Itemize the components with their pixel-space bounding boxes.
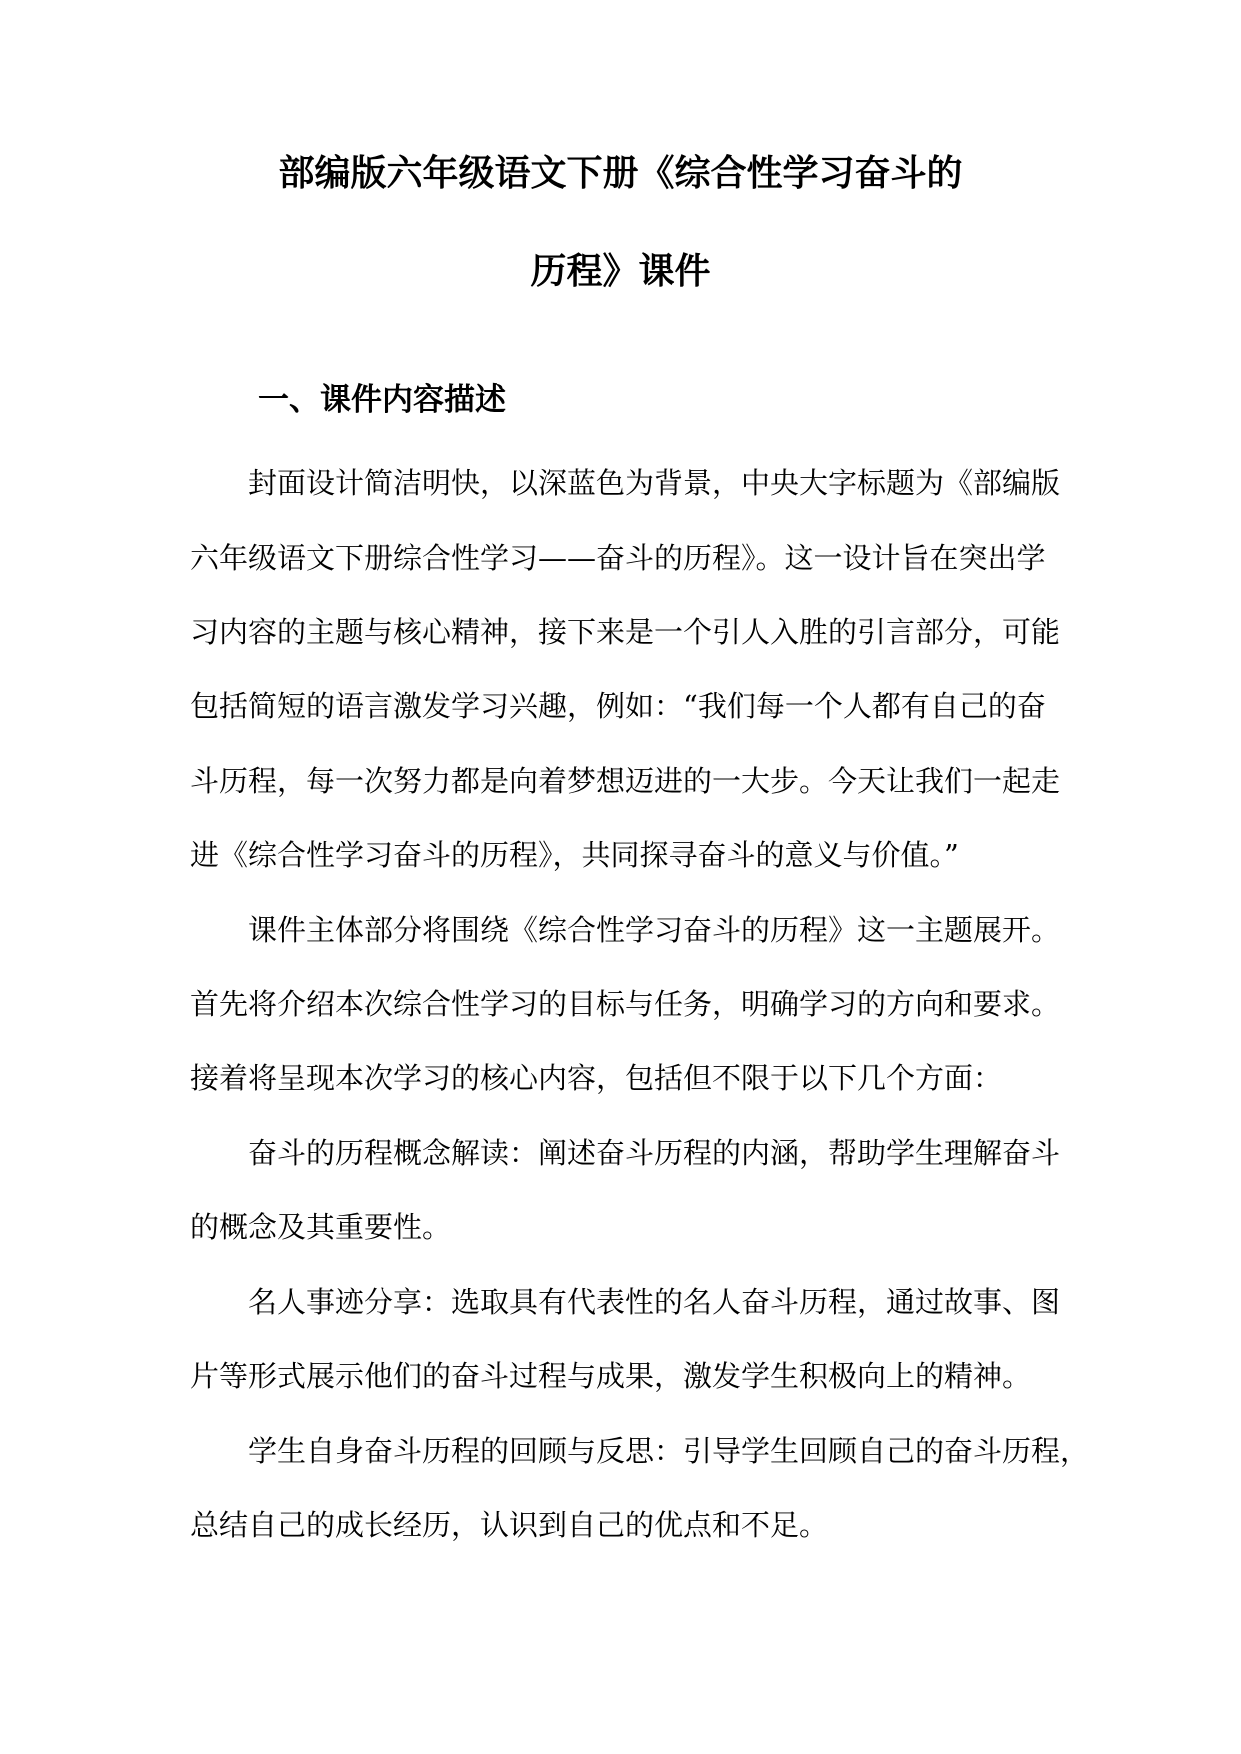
paragraph-line: 片等形式展示他们的奋斗过程与成果，激发学生积极向上的精神。: [190, 1359, 1032, 1393]
paragraph-line: 首先将介绍本次综合性学习的目标与任务，明确学习的方向和要求。: [190, 987, 1061, 1021]
section-heading: 一、课件内容描述: [258, 382, 506, 418]
paragraph-line: 的概念及其重要性。: [190, 1210, 452, 1244]
paragraph-line: 总结自己的成长经历，认识到自己的优点和不足。: [190, 1508, 829, 1542]
document-title-line-1: 部编版六年级语文下册《综合性学习奋斗的: [278, 153, 963, 194]
paragraph-line: 进《综合性学习奋斗的历程》，共同探寻奋斗的意义与价值。”: [190, 838, 959, 872]
paragraph-line: 封面设计简洁明快，以深蓝色为背景，中央大字标题为《部编版: [248, 466, 1061, 500]
paragraph-line: 名人事迹分享：选取具有代表性的名人奋斗历程，通过故事、图: [248, 1285, 1061, 1319]
document-title-line-2: 历程》课件: [530, 251, 711, 292]
paragraph-line: 接着将呈现本次学习的核心内容，包括但不限于以下几个方面：: [190, 1061, 1003, 1095]
paragraph-line: 斗历程，每一次努力都是向着梦想迈进的一大步。今天让我们一起走: [190, 764, 1061, 798]
paragraph-line: 习内容的主题与核心精神，接下来是一个引人入胜的引言部分，可能: [190, 615, 1061, 649]
paragraph-line: 包括简短的语言激发学习兴趣，例如：“我们每一个人都有自己的奋: [190, 689, 1046, 723]
paragraph-line: 奋斗的历程概念解读：阐述奋斗历程的内涵，帮助学生理解奋斗: [248, 1136, 1061, 1170]
paragraph-line: 六年级语文下册综合性学习——奋斗的历程》。这一设计旨在突出学: [190, 541, 1046, 575]
paragraph-line: 课件主体部分将围绕《综合性学习奋斗的历程》这一主题展开。: [248, 913, 1061, 947]
paragraph-line: 学生自身奋斗历程的回顾与反思：引导学生回顾自己的奋斗历程，: [248, 1434, 1090, 1468]
